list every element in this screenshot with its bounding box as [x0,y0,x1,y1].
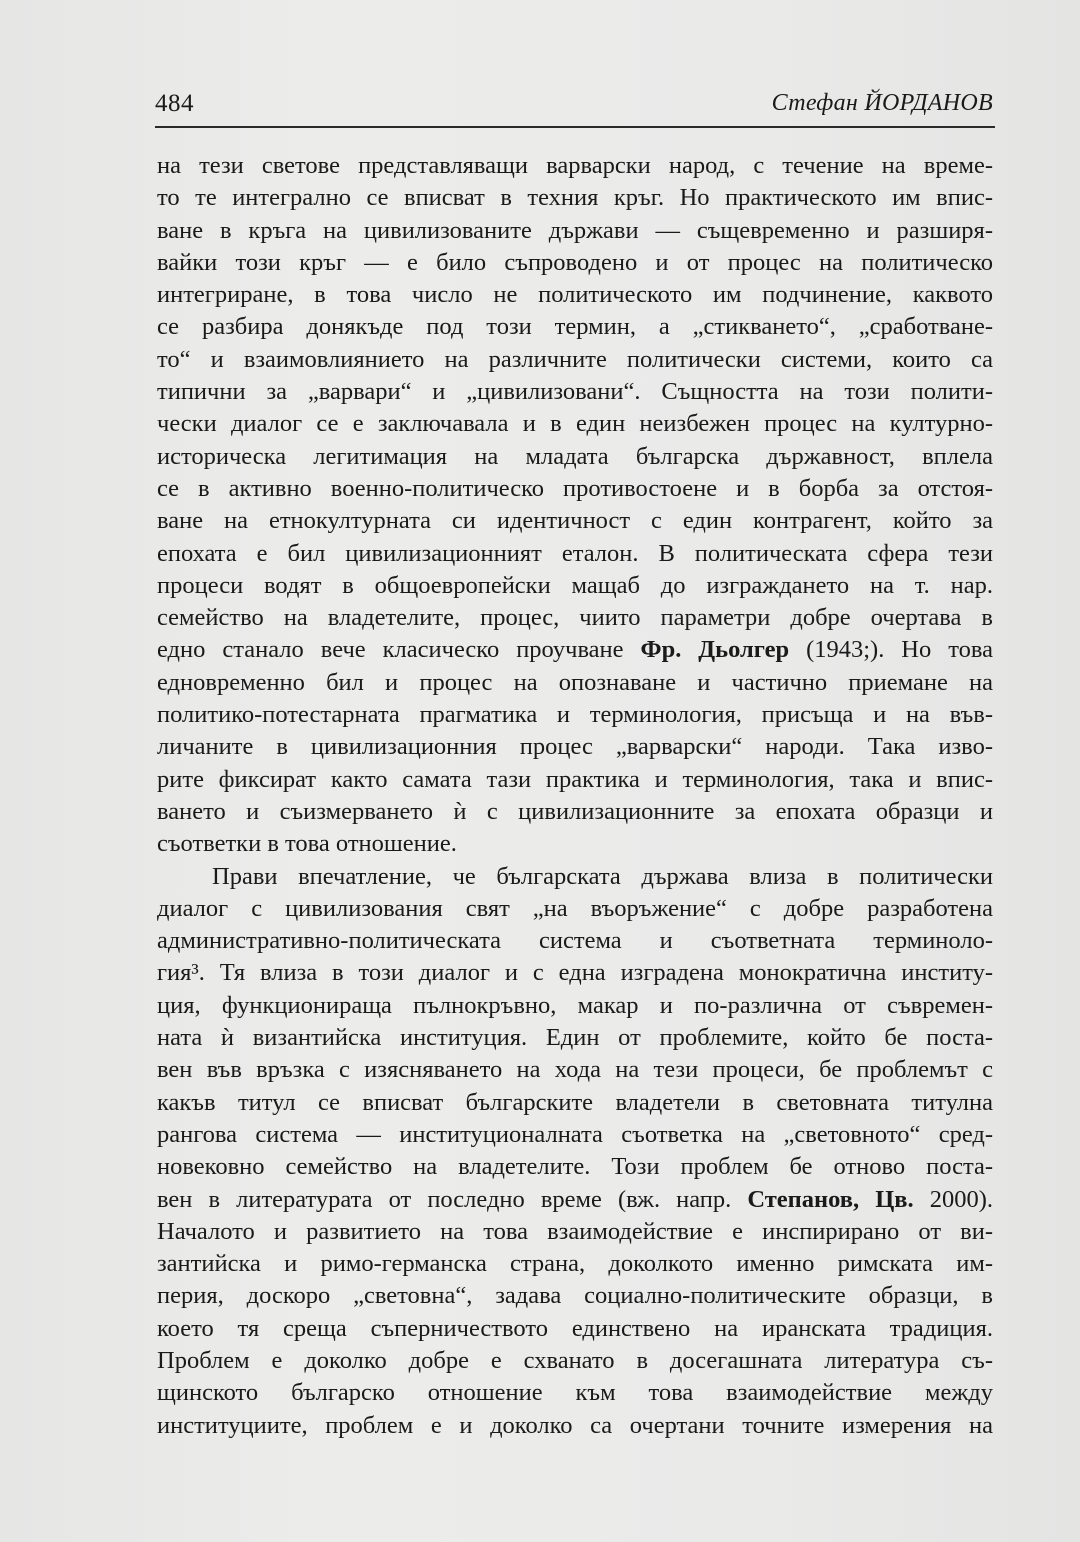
text-line: политико-потестарната прагматика и терминология, присъща и на във- [157,701,993,729]
text-line: типични за „варвари“ и „цивилизовани“. Същността на този полити- [157,378,993,406]
text-line: зантийска и римо-германска страна, доколкото именно римската им- [157,1250,993,1278]
text-line: процеси водят в общоевропейски мащаб до изграждането на т. нар. [157,571,993,599]
text-line: вен във връзка с изясняването на хода на тези процеси, бе проблемът с [157,1056,993,1084]
text-line: гия³. Тя влиза в този диалог и с една изградена монократична институ- [157,959,993,987]
text-line: едновременно бил и процес на опознаване и частично приемане на [157,668,993,696]
text-line: личаните в цивилизационния процес „варварски“ народи. Така изво- [157,733,993,761]
text-line: едно станало вече класическо проучване Фр. Дьолгер (1943;). Но това [157,636,993,664]
text-line: интегриране, в това число не политическото им подчинение, каквото [157,281,993,309]
text-line: институциите, проблем е и доколко са очертани точните измерения на [157,1411,993,1439]
text-line: то“ и взаимовлиянието на различните политически системи, които са [157,345,993,373]
text-line: диалог с цивилизования свят „на въоръжение“ с добре разработена [157,894,993,922]
paragraph [157,861,993,1442]
text-line: вен в литературата от последно време (вж. напр. Степанов, Цв. 2000). [157,1185,993,1213]
text-line: ната ѝ византийска институция. Един от проблемите, който бе поста- [157,1024,993,1052]
text-line: съответки в това отношение. [157,830,457,858]
page-header [155,86,995,128]
text-line: чески диалог се е заключавала и в един неизбежен процес на културно- [157,410,993,438]
text-line: историческа легитимация на младата българска държавност, вплела [157,442,993,470]
bold-citation: Фр. Дьолгер [640,636,790,664]
text-line: новековно семейство на владетелите. Този проблем бе отново поста- [157,1153,993,1181]
text-line: семейство на владетелите, процес, чиито параметри добре очертава в [157,604,993,632]
text-line: Проблем е доколко добре е схванато в досегашната литература съ- [157,1346,993,1374]
body-text [157,150,993,1442]
text-line: ция, функционираща пълнокръвно, макар и по-различна от съвремен- [157,991,993,1019]
text-line: Началото и развитието на това взаимодействие е инспирирано от ви- [157,1217,993,1245]
text-line: ване в кръга на цивилизованите държави — същевременно и разширя- [157,216,993,244]
text-line: рите фиксират както самата тази практика и терминология, така и впис- [157,765,993,793]
bold-citation: Степанов, Цв. [747,1185,914,1213]
text-line: ване на етнокултурната си идентичност с един контрагент, който за [157,507,993,535]
text-line: рангова система — институционалната съответка на „световното“ сред- [157,1120,993,1148]
text-line: което тя среща съперничеството единствено на иранската традиция. [157,1314,993,1342]
text-line: ването и съизмерването ѝ с цивилизационните за епохата образци и [157,797,993,825]
text-line: какъв титул се вписват българските владетели в световната титулна [157,1088,993,1116]
text-line: епохата е бил цивилизационният еталон. В политическата сфера тези [157,539,993,567]
paragraph [157,150,993,861]
text-line: то те интегрално се вписват в техния кръг. Но практическото им впис- [157,184,993,212]
text-line: щинското българско отношение към това взаимодействие между [157,1379,993,1407]
text-line: Прави впечатление, че българската държава влиза в политически [212,862,993,890]
text-line: на тези светове представляващи варварски народ, с течение на време- [157,152,993,179]
running-head-author: Стефан ЙОРДАНОВ [771,90,993,116]
text-line: вайки този кръг — е било съпроводено и от процес на политическо [157,248,993,276]
text-line: административно-политическата система и съответната терминоло- [157,927,993,955]
text-line: се в активно военно-политическо противостоене и в борба за отстоя- [157,474,993,502]
page-number: 484 [155,90,194,117]
text-line: се разбира донякъде под този термин, а „стикването“, „сработване- [157,313,993,341]
text-line: перия, доскоро „световна“, задава социално-политическите образци, в [157,1282,993,1310]
